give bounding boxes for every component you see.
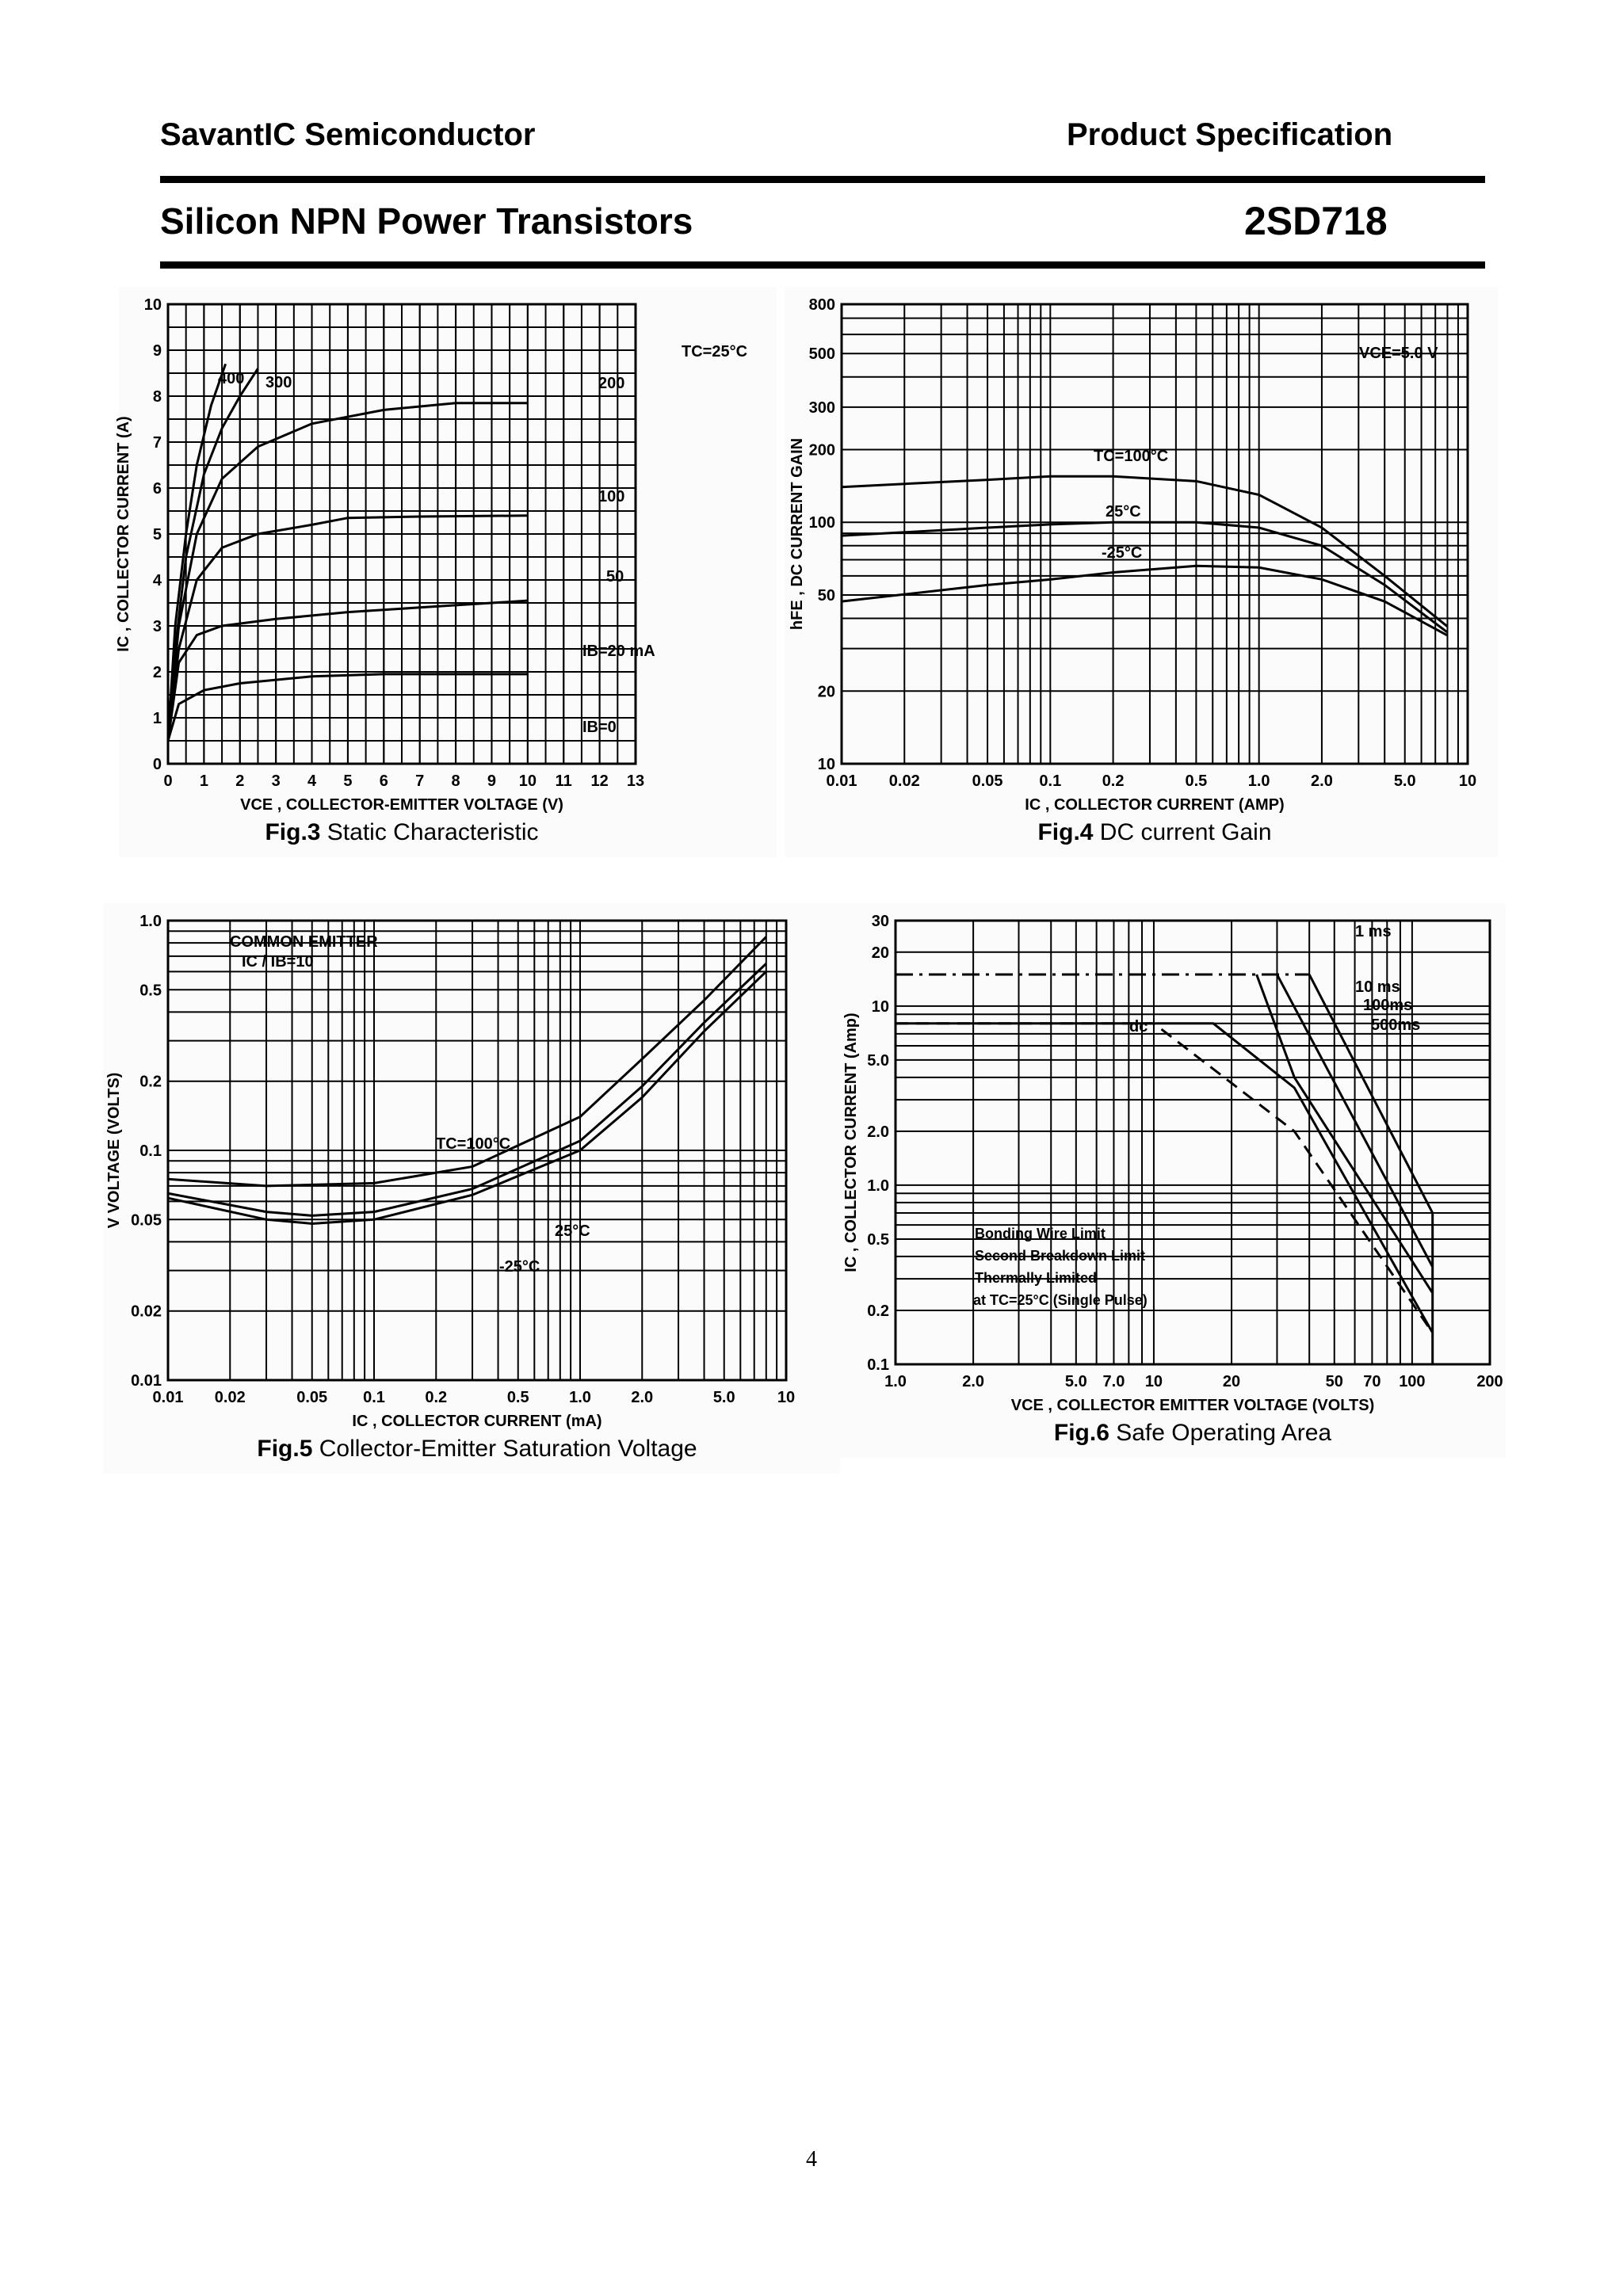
fig5-annotation-common-emitter: COMMON EMITTER — [230, 933, 378, 951]
fig3-caption — [265, 819, 538, 845]
fig4-caption — [1037, 819, 1271, 845]
fig3-x-tick-label: 6 — [379, 772, 388, 790]
fig3-caption-title: Static Characteristic — [327, 819, 539, 845]
part-number: 2SD718 — [1244, 199, 1388, 243]
fig5-caption — [257, 1436, 697, 1462]
fig6-y-tick-label: 30 — [871, 913, 889, 930]
fig6-x-tick-label: 5.0 — [1064, 1373, 1087, 1390]
fig4-series-100C — [842, 476, 1447, 627]
fig3-y-tick-label: 5 — [152, 526, 162, 543]
fig6-legend-item: Second Breakdown Limit — [975, 1248, 1146, 1264]
fig6-x-tick-label: 10 — [1144, 1373, 1163, 1390]
fig6-safe-operating-area — [840, 903, 1506, 1458]
fig6-y-axis-label: IC , COLLECTOR CURRENT (Amp) — [842, 1013, 860, 1272]
fig4-dc-current-gain — [785, 287, 1498, 857]
fig3-y-tick-label: 8 — [152, 388, 162, 406]
fig6-y-tick-label: 1.0 — [867, 1177, 889, 1195]
fig3-label-100: 100 — [598, 488, 625, 505]
fig4-x-tick-label: 0.2 — [1102, 772, 1125, 790]
fig6-y-tick-label: 0.1 — [867, 1356, 889, 1374]
fig6-x-tick-label: 70 — [1363, 1373, 1381, 1390]
fig6-legend-item: at TC=25°C (Single Pulse) — [973, 1292, 1148, 1308]
header-rule-bottom — [160, 261, 1485, 269]
fig4-y-tick-label: 500 — [808, 345, 835, 364]
product-line-title: Silicon NPN Power Transistors — [160, 200, 693, 242]
fig3-x-tick-label: 5 — [343, 772, 353, 790]
fig4-x-tick-label: 0.1 — [1039, 772, 1062, 790]
fig5-x-tick-label: 2.0 — [631, 1389, 654, 1406]
fig4-y-tick-label: 10 — [817, 756, 835, 773]
fig6-y-tick-label: 0.5 — [867, 1230, 889, 1249]
fig3-y-tick-label: 10 — [143, 296, 162, 314]
fig4-label-25c: 25°C — [1106, 503, 1141, 521]
fig5-x-axis-label: IC , COLLECTOR CURRENT (mA) — [352, 1413, 602, 1430]
fig4-x-tick-label: 2.0 — [1311, 772, 1333, 790]
fig6-y-tick-label: 0.2 — [867, 1302, 889, 1320]
fig5-x-tick-label: 10 — [777, 1389, 796, 1406]
fig5-label-100c: TC=100°C — [436, 1135, 511, 1153]
fig5-saturation-voltage — [103, 903, 840, 1474]
fig6-legend-item: Thermally Limited — [975, 1270, 1098, 1286]
fig3-label-300: 300 — [265, 374, 292, 391]
fig5-caption-title: Collector-Emitter Saturation Voltage — [319, 1436, 697, 1462]
fig3-label-50: 50 — [606, 568, 624, 585]
fig6-x-axis-label: VCE , COLLECTOR EMITTER VOLTAGE (VOLTS) — [1010, 1397, 1375, 1414]
fig5-y-tick-label: 0.01 — [131, 1372, 162, 1390]
fig4-series-25C — [842, 522, 1447, 632]
fig4-y-tick-label: 800 — [808, 296, 835, 314]
fig4-caption-number: Fig.4 — [1037, 819, 1100, 845]
fig3-y-tick-label: 2 — [152, 664, 162, 681]
fig6-y-tick-label: 5.0 — [867, 1051, 889, 1070]
fig4-x-tick-label: 0.5 — [1185, 772, 1208, 790]
fig3-x-tick-label: 9 — [487, 772, 497, 790]
fig6-label-dc: dc — [1129, 1018, 1148, 1035]
fig6-legend-item: Bonding Wire Limit — [975, 1226, 1106, 1241]
fig5-caption-number: Fig.5 — [257, 1436, 319, 1462]
fig3-x-tick-label: 13 — [626, 772, 645, 790]
fig4-x-tick-label: 5.0 — [1393, 772, 1416, 790]
fig4-y-tick-label: 20 — [817, 683, 835, 701]
fig6-series-dc — [896, 1024, 1433, 1333]
fig4-y-tick-label: 200 — [808, 441, 835, 460]
fig5-x-tick-label: 0.2 — [425, 1389, 448, 1406]
fig3-y-tick-label: 0 — [152, 756, 162, 773]
fig3-label-ib0: IB=0 — [582, 719, 617, 736]
fig6-label-1ms: 1 ms — [1355, 923, 1392, 940]
fig6-x-tick-label: 7.0 — [1102, 1373, 1125, 1390]
fig5-y-axis-label: V VOLTAGE (VOLTS) — [105, 1072, 123, 1229]
fig4-x-tick-label: 1.0 — [1247, 772, 1270, 790]
fig3-y-axis-label: IC , COLLECTOR CURRENT (A) — [115, 416, 132, 652]
fig4-y-axis-label: hFE , DC CURRENT GAIN — [789, 437, 806, 631]
fig3-x-tick-label: 8 — [451, 772, 460, 790]
fig3-x-tick-label: 3 — [271, 772, 281, 790]
fig3-static-characteristic — [115, 287, 777, 857]
fig4-y-tick-label: 50 — [817, 586, 835, 605]
fig5-x-tick-label: 0.5 — [506, 1389, 529, 1406]
fig3-series-300 — [168, 368, 258, 741]
fig3-x-tick-label: 10 — [518, 772, 537, 790]
fig5-label-25c: 25°C — [555, 1222, 590, 1240]
fig4-y-tick-label: 100 — [808, 514, 835, 532]
fig4-gridlines — [842, 304, 1468, 764]
fig4-x-tick-label: 0.02 — [888, 772, 920, 790]
fig6-label-100ms: 100ms — [1363, 997, 1413, 1014]
fig6-x-tick-label: 2.0 — [962, 1373, 985, 1390]
fig3-x-tick-label: 4 — [307, 772, 317, 790]
fig5-y-tick-label: 0.5 — [139, 982, 162, 1000]
fig6-y-tick-label: 10 — [871, 997, 889, 1016]
fig3-x-axis-label: VCE , COLLECTOR-EMITTER VOLTAGE (V) — [240, 796, 563, 814]
fig6-caption-number: Fig.6 — [1053, 1420, 1117, 1446]
fig5-x-tick-label: 1.0 — [569, 1389, 591, 1406]
fig4-x-axis-label: IC , COLLECTOR CURRENT (AMP) — [1025, 796, 1285, 814]
fig6-label-10ms: 10 ms — [1355, 978, 1400, 996]
fig5-label-m25c: -25°C — [499, 1258, 540, 1276]
fig5-x-tick-label: 0.01 — [152, 1389, 184, 1406]
fig5-y-tick-label: 0.02 — [131, 1302, 162, 1321]
fig6-x-tick-label: 50 — [1325, 1373, 1343, 1390]
fig3-x-tick-label: 7 — [415, 772, 425, 790]
fig4-y-tick-label: 300 — [808, 399, 835, 417]
fig3-caption-number: Fig.3 — [265, 819, 327, 845]
fig5-annotation-ic-ib: IC / IB=10 — [242, 953, 314, 971]
fig3-chart — [115, 287, 777, 857]
page-number: 4 — [806, 2147, 817, 2172]
fig5-x-tick-label: 0.02 — [214, 1389, 246, 1406]
fig3-y-tick-label: 6 — [152, 480, 162, 498]
fig6-caption — [1054, 1420, 1332, 1446]
fig4-label-m25c: -25°C — [1102, 544, 1143, 562]
fig6-x-tick-label: 20 — [1222, 1373, 1241, 1390]
fig6-x-tick-label: 1.0 — [884, 1373, 907, 1390]
fig5-x-tick-label: 0.05 — [296, 1389, 328, 1406]
fig4-annotation-vce: VCE=5.0 V — [1359, 345, 1438, 362]
fig4-caption-title: DC current Gain — [1099, 819, 1272, 845]
fig6-label-500ms: 500ms — [1371, 1016, 1421, 1034]
fig3-x-tick-label: 11 — [555, 772, 572, 790]
fig4-label-100c: TC=100°C — [1094, 448, 1169, 465]
fig6-y-tick-label: 20 — [871, 944, 889, 962]
fig6-x-tick-label: 200 — [1476, 1373, 1503, 1390]
fig3-label-200: 200 — [598, 375, 625, 392]
fig5-chart — [103, 903, 840, 1474]
fig5-y-tick-label: 0.2 — [139, 1073, 162, 1091]
fig3-y-tick-label: 3 — [152, 618, 162, 635]
fig3-y-tick-label: 1 — [152, 710, 162, 727]
fig3-y-tick-label: 9 — [152, 342, 162, 360]
fig4-x-tick-label: 0.01 — [826, 772, 857, 790]
document-type: Product Specification — [1067, 117, 1393, 152]
fig3-x-tick-label: 12 — [590, 772, 609, 790]
header-rule-top — [160, 176, 1485, 183]
fig6-x-tick-label: 100 — [1399, 1373, 1426, 1390]
fig4-x-tick-label: 0.05 — [972, 772, 1003, 790]
fig5-y-tick-label: 0.05 — [131, 1211, 162, 1230]
fig5-y-tick-label: 1.0 — [139, 913, 162, 930]
fig3-x-tick-label: 0 — [163, 772, 173, 790]
fig6-caption-title: Safe Operating Area — [1116, 1420, 1332, 1446]
fig5-x-tick-label: 5.0 — [712, 1389, 735, 1406]
fig5-series-25C — [168, 963, 766, 1215]
fig3-y-tick-label: 7 — [152, 434, 162, 452]
fig6-y-tick-label: 2.0 — [867, 1123, 889, 1141]
fig4-chart — [785, 287, 1498, 857]
fig5-x-tick-label: 0.1 — [363, 1389, 385, 1406]
fig6-chart — [840, 903, 1506, 1458]
fig3-x-tick-label: 1 — [199, 772, 208, 790]
fig5-y-tick-label: 0.1 — [139, 1142, 162, 1160]
fig3-x-tick-label: 2 — [235, 772, 245, 790]
fig3-y-tick-label: 4 — [152, 572, 162, 589]
fig3-annotation-tc: TC=25°C — [682, 343, 748, 360]
fig3-label-400: 400 — [218, 370, 245, 387]
company-name: SavantIC Semiconductor — [160, 117, 536, 152]
fig4-x-tick-label: 10 — [1458, 772, 1477, 790]
fig3-label-ib20: IB=20 mA — [582, 643, 655, 660]
